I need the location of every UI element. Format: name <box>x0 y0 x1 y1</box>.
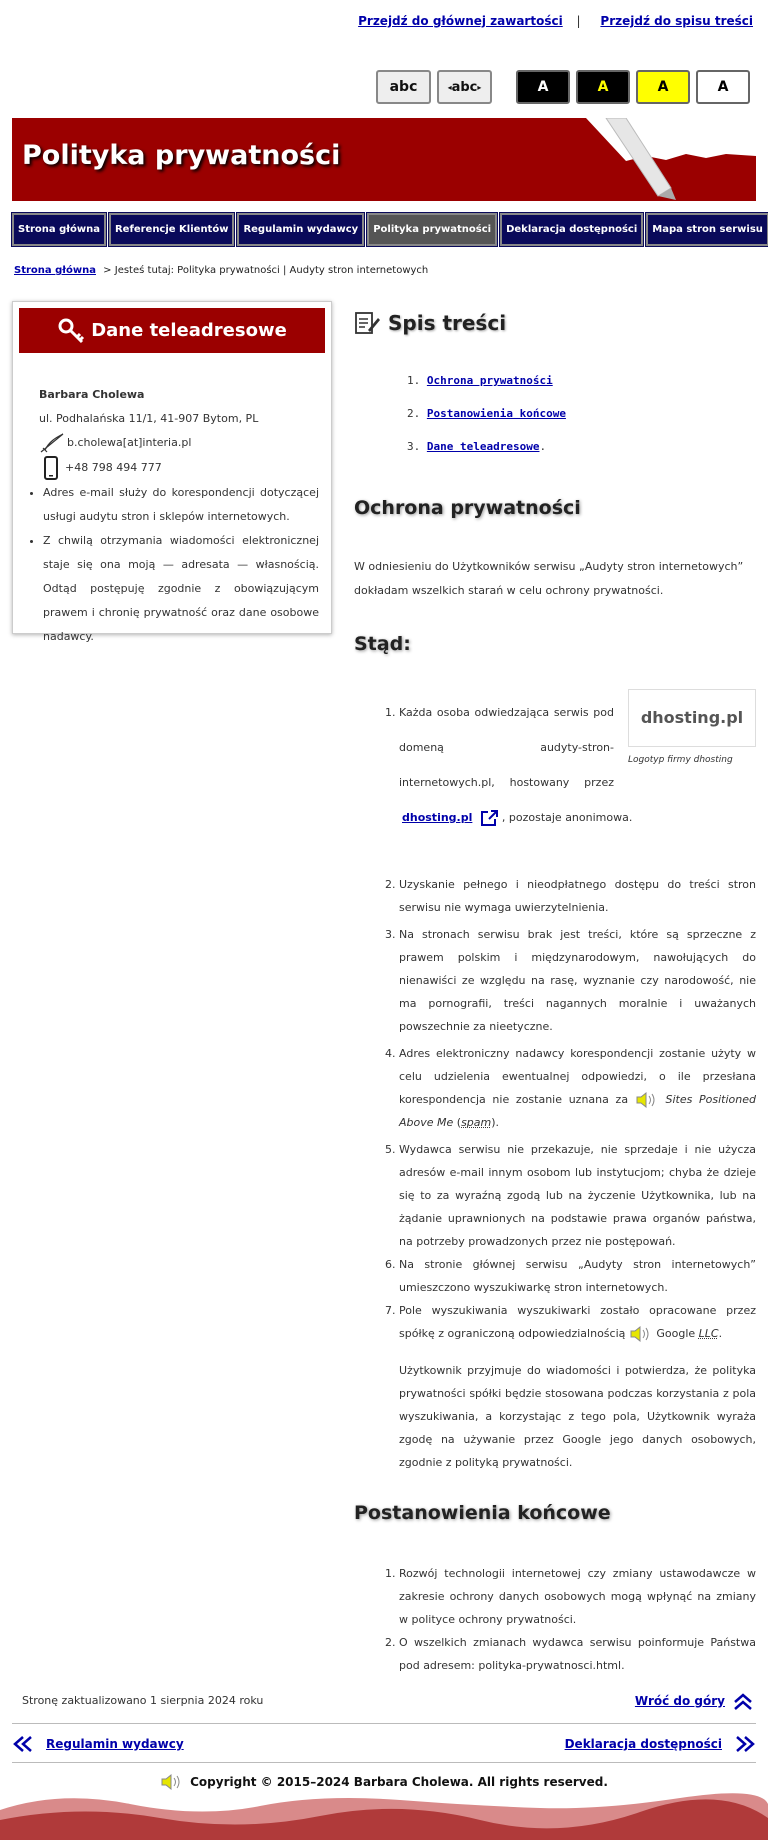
toc-heading <box>354 310 756 336</box>
contact-phone: +48 798 494 777 <box>65 461 162 474</box>
speaker-icon[interactable] <box>160 1773 184 1791</box>
nav-privacy[interactable]: Polityka prywatności <box>367 213 497 246</box>
privacy-point: 4. Adres elektroniczny nadawcy korespondencji zostanie użyty w celu udzielenia ewentualnej odpowiedzi, o ile przesłana korespondencja nie zostanie uznana za Sites Positioned Above Me (spam). <box>385 1047 756 1129</box>
llc-abbr: LLC <box>698 1327 719 1340</box>
point-7-text: Pole wyszukiwania wyszukiwarki zostało opracowane przez spółkę z ograniczoną odpowiedzialnością <box>399 1304 756 1340</box>
final-point: 2. O wszelkich zmianach wydawca serwisu poinformuje Państwa pod adresem: polityka-prywatnosci.html. <box>385 1636 756 1672</box>
nav-home[interactable]: Strona główna <box>12 213 106 246</box>
contact-address: ul. Podhalańska 11/1, 41-907 Bytom, PL <box>39 412 259 425</box>
privacy-point: 2. Uzyskanie pełnego i nieodpłatnego dostępu do treści stron serwisu nie wymaga uwierzytelnienia. <box>385 878 756 914</box>
dhosting-logo-figure <box>628 689 756 767</box>
copyright-text: Copyright © 2015–2024 Barbara Cholewa. All rights reserved. <box>190 1775 608 1789</box>
section-final-title: Postanowienia końcowe <box>354 1502 611 1524</box>
font-size-button[interactable]: ◂ abc ▸ <box>437 70 492 104</box>
dhosting-logo-text: dhosting.pl <box>640 708 744 727</box>
nav-sitemap[interactable]: Mapa stron serwisu <box>646 213 768 246</box>
nav-terms[interactable]: Regulamin wydawcy <box>237 213 364 246</box>
notepad-icon <box>354 310 380 336</box>
footer-divider <box>12 1723 756 1724</box>
accessibility-toolbar <box>376 70 750 104</box>
double-chevron-up-icon[interactable] <box>733 1692 753 1710</box>
point-4-text: Adres elektroniczny nadawcy korespondencji zostanie użyty w celu udzielenia ewentualnej odpowiedzi, o ile przesłana korespondencja nie zostanie uznana za <box>399 1047 756 1106</box>
nav-references[interactable]: Referencje Klientów <box>109 213 234 246</box>
contact-notes <box>29 481 319 649</box>
privacy-point: 6. Na stronie głównej serwisu „Audyty stron internetowych” umieszczono wyszukiwarkę stron internetowych. <box>385 1258 756 1294</box>
section-hence-title: Stąd: <box>354 633 411 655</box>
key-icon <box>57 317 85 345</box>
privacy-point: 1. dhosting.pl Logotyp firmy dhosting Każda osoba odwiedzająca serwis pod domeną audyty-stron-internetowych.pl, hostowany przez dhosting.pl , pozostaje anonimowa. <box>354 695 756 873</box>
toc-link-final[interactable]: Postanowienia końcowe <box>426 407 566 420</box>
toc-num: 2. <box>407 407 421 420</box>
main-content <box>354 310 756 1677</box>
breadcrumb-home-link[interactable]: Strona główna <box>14 265 96 276</box>
font-size-label: abc <box>451 79 478 95</box>
skip-links <box>352 14 753 28</box>
speaker-icon[interactable] <box>629 1325 653 1343</box>
point-5-text: Wydawca serwisu nie przekazuje, nie sprzedaje i nie użycza adresów e-mail innym osobom lub instytucjom; chyba że dzieje się to za wyraźną zgodą lub na życzenie Użytkownika, lub na żądanie uprawnionych na podstawie prawa organów państwa, na potrzeby prowadzonych przez nie postępowań. <box>399 1143 756 1248</box>
skip-to-main-link[interactable]: Przejdź do głównej zawartości <box>358 14 563 28</box>
point-1-suffix: , pozostaje anonimowa. <box>501 811 633 824</box>
back-to-top-link[interactable]: Wróć do góry <box>634 1694 725 1708</box>
font-normal-button[interactable]: abc <box>376 70 431 104</box>
contact-title: Dane teleadresowe <box>91 320 287 341</box>
breadcrumb-separator: > <box>103 265 112 276</box>
contrast-default-button[interactable]: A <box>696 70 750 104</box>
toc-num: 1. <box>407 374 421 387</box>
quill-icon <box>39 432 65 454</box>
point-1-text: Każda osoba odwiedzająca serwis pod domeną audyty-stron-internetowych.pl, hostowany przez <box>399 706 614 789</box>
dhosting-logo <box>628 689 756 747</box>
double-chevron-right-icon[interactable] <box>734 1735 756 1753</box>
phone-icon <box>39 455 63 481</box>
contrast-black-yellow-button[interactable]: A <box>576 70 630 104</box>
skip-to-toc-link[interactable]: Przejdź do spisu treści <box>600 14 753 28</box>
toc-link-contact[interactable]: Dane teleadresowe <box>426 440 540 453</box>
torn-paper-decoration <box>566 118 756 201</box>
contact-header <box>19 308 325 353</box>
nav-accessibility[interactable]: Deklaracja dostępności <box>500 213 643 246</box>
footer-divider <box>12 1762 756 1763</box>
breadcrumb <box>14 265 428 276</box>
contact-sidebar <box>12 301 332 643</box>
privacy-intro: W odniesieniu do Użytkowników serwisu „Audyty stron internetowych” dokładam wszelkich starań w celu ochrony prywatności. <box>354 560 744 597</box>
copyright <box>0 1773 768 1791</box>
toc-link-privacy[interactable]: Ochrona prywatności <box>426 374 553 387</box>
section-privacy-title: Ochrona prywatności <box>354 497 581 519</box>
back-to-top <box>635 1692 753 1710</box>
toc-list <box>407 364 756 463</box>
contact-note: • Z chwilą otrzymania wiadomości elektronicznej staje się ona moją — adresata — własnością. Odtąd postępuję zgodnie z obowiązującym prawem i chronię prywatność oraz dane osobowe nadawcy. <box>43 529 319 649</box>
privacy-point: 7. Pole wyszukiwania wyszukiwarki zostało opracowane przez spółkę z ograniczoną odpowiedzialnością Google LLC. Użytkownik przyjmuje do wiadomości i potwierdza, że polityka prywatności spółki będzie stosowana podczas korzystania z pola wyszukiwania, a korzystając z tego pola, Użytkownik wyraża zgodę na używanie przez Google jego danych osobowych, zgodnie z polityką prywatności. <box>354 1299 756 1474</box>
privacy-points <box>354 695 756 1474</box>
dhosting-link[interactable]: dhosting.pl <box>402 811 473 824</box>
final-point-2-text: O wszelkich zmianach wydawca serwisu poinformuje Państwa pod adresem: polityka-prywatnosci.html. <box>399 1636 756 1672</box>
prev-next-nav <box>12 1735 756 1753</box>
prev-page-link[interactable]: Regulamin wydawcy <box>46 1737 184 1751</box>
page-title: Polityka prywatności <box>22 140 341 171</box>
contrast-yellow-black-button[interactable]: A <box>636 70 690 104</box>
skip-separator: | <box>576 14 581 28</box>
speaker-icon[interactable] <box>635 1091 659 1109</box>
toc-item <box>407 430 756 463</box>
privacy-point: 3. Na stronach serwisu brak jest treści, które są sprzeczne z prawem polskim i międzynarodowym, nawołujących do nienawiści ze względu na rasę, wyznanie czy narodowość, nie ma pornografii, treści nagannych moralnie i uważanych powszechnie za nieetyczne. <box>385 928 756 1033</box>
toc-suffix: . <box>539 440 547 453</box>
final-points <box>354 1562 756 1677</box>
toc-item <box>407 364 756 397</box>
contrast-black-white-button[interactable]: A <box>516 70 570 104</box>
final-point-1-text: Rozwój technologii internetowej czy zmiany ustawodawcze w zakresie ochrony danych osobowych mogą wpłynąć na zmiany w polityce ochrony prywatności. <box>399 1567 756 1626</box>
final-point: 1. Rozwój technologii internetowej czy zmiany ustawodawcze w zakresie ochrony danych osobowych mogą wpłynąć na zmiany w polityce ochrony prywatności. <box>385 1567 756 1626</box>
point-2-text: Uzyskanie pełnego i nieodpłatnego dostępu do treści stron serwisu nie wymaga uwierzytelnienia. <box>399 878 756 914</box>
footer-waves-decoration <box>0 1790 768 1840</box>
contact-note: • Adres e-mail służy do korespondencji dotyczącej usługi audytu stron i sklepów internetowych. <box>43 481 319 529</box>
point-7-note: Użytkownik przyjmuje do wiadomości i potwierdza, że polityka prywatności spółki będzie stosowana podczas korzystania z pola wyszukiwania, a korzystając z tego pola, Użytkownik wyraża zgodę na używanie przez Google jego danych osobowych, zgodnie z polityką prywatności. <box>399 1364 756 1469</box>
page-banner <box>12 118 756 201</box>
double-chevron-left-icon[interactable] <box>12 1735 34 1753</box>
point-6-text: Na stronie głównej serwisu „Audyty stron internetowych” umieszczono wyszukiwarkę stron internetowych. <box>399 1258 756 1294</box>
breadcrumb-current: Jesteś tutaj: Polityka prywatności | Audyty stron internetowych <box>114 265 429 276</box>
point-3-text: Na stronach serwisu brak jest treści, które są sprzeczne z prawem polskim i międzynarodowym, nawołujących do nienawiści ze względu na rasę, wyznanie czy narodowość, nie ma pornografii, treści nagannych moralnie i uważanych powszechnie za nieetyczne. <box>399 928 756 1033</box>
spam-abbr: spam <box>461 1116 492 1129</box>
dhosting-logo-caption: Logotyp firmy dhosting <box>628 755 733 765</box>
point-4-italic: Sites Positioned Above Me <box>399 1093 756 1129</box>
last-updated: Stronę zaktualizowano 1 sierpnia 2024 roku <box>22 1694 264 1707</box>
privacy-point: 5. Wydawca serwisu nie przekazuje, nie sprzedaje i nie użycza adresów e-mail innym osobom lub instytucjom; chyba że dzieje się to za wyraźną zgodą lub na życzenie Użytkownika, lub na żądanie uprawnionych na podstawie prawa organów państwa, na potrzeby prowadzonych przez nie postępowań. <box>385 1143 756 1248</box>
next-page-link[interactable]: Deklaracja dostępności <box>564 1737 722 1751</box>
toc-title: Spis treści <box>388 311 507 335</box>
toc-num: 3. <box>407 440 421 453</box>
point-7-google: Google <box>656 1327 696 1340</box>
main-nav <box>12 213 768 246</box>
contact-name: Barbara Cholewa <box>39 388 145 401</box>
contact-email: b.cholewa[at]interia.pl <box>67 436 192 449</box>
external-link-icon[interactable] <box>479 809 499 827</box>
toc-item <box>407 397 756 430</box>
